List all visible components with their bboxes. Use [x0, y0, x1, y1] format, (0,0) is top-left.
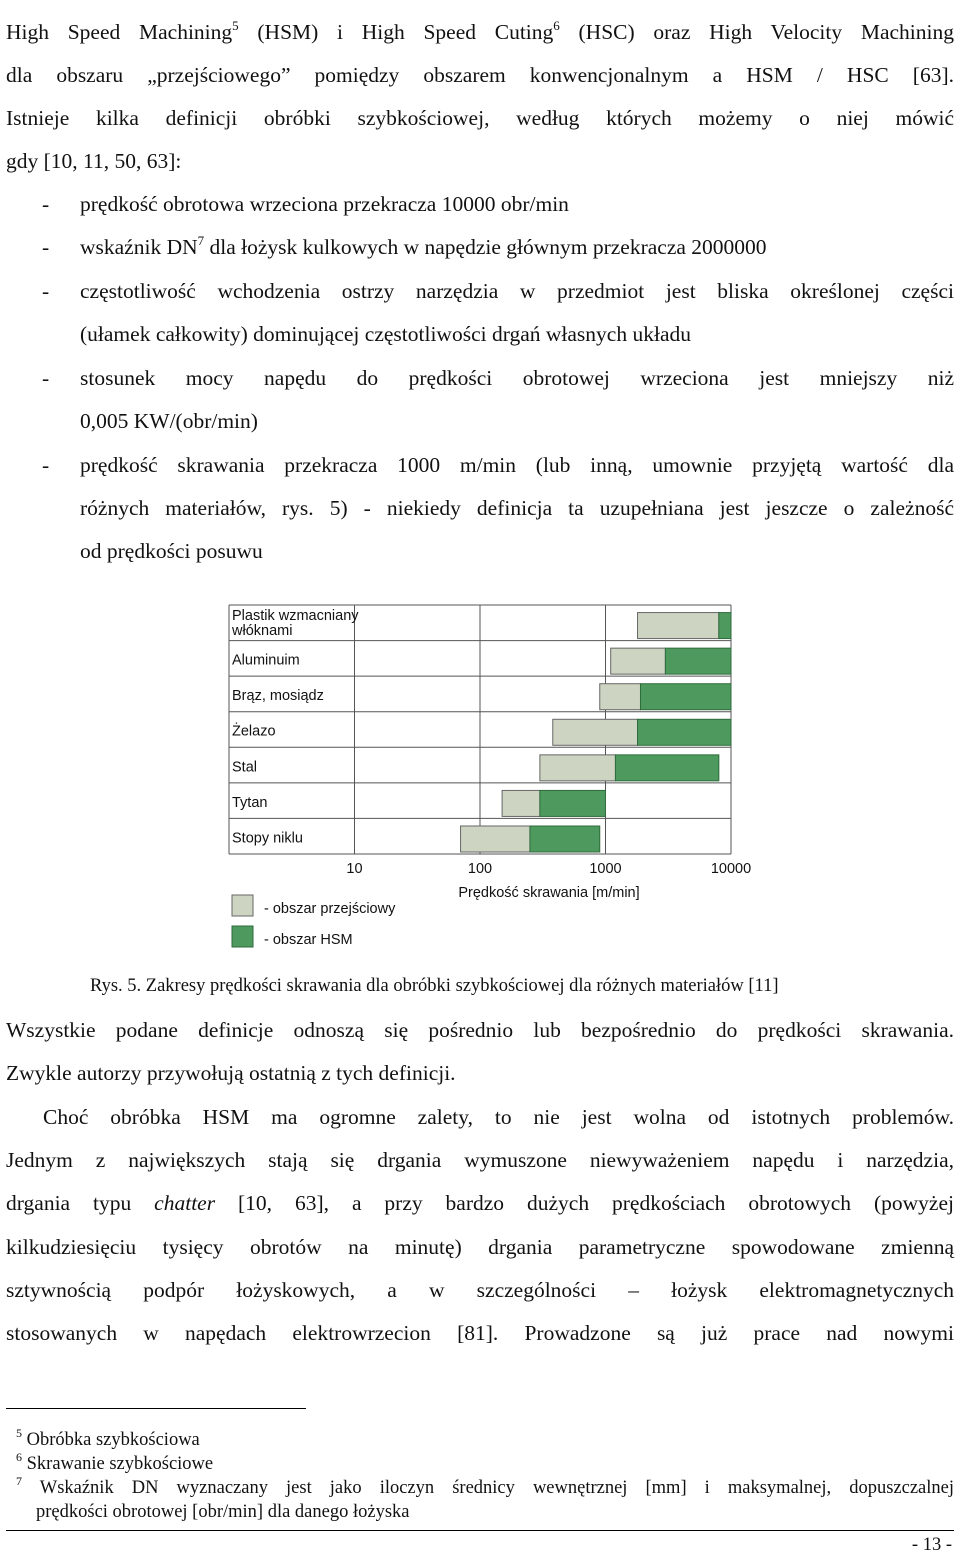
paragraph-line: Istnieje kilka definicji obróbki szybkościowej, według których możemy o niej mówić [6, 106, 954, 130]
paragraph-line: dla obszaru „przejściowego” pomiędzy obszarem konwencjonalnym a HSM / HSC [63]. [6, 63, 954, 87]
x-axis-label: Prędkość skrawania [m/min] [458, 885, 640, 901]
legend-swatch-hsm [232, 926, 253, 947]
list-dash: - [42, 279, 50, 303]
paragraph-line [6, 18, 954, 46]
bar-transition [553, 719, 638, 745]
list-dash: - [42, 366, 50, 390]
text-span: wskaźnik DN [80, 235, 198, 259]
list-item: prędkość skrawania przekracza 1000 m/min (lub inną, umownie przyjętą wartość dla [80, 453, 954, 477]
bar-hsm [665, 648, 731, 674]
category-label: Stopy niklu [232, 830, 303, 847]
list-item-cont: różnych materiałów, rys. 5) - niekiedy definicja ta uzupełniana jest jeszcze o zależność [80, 496, 954, 520]
footnote-ref: 7 [197, 233, 205, 248]
bar-hsm [615, 755, 718, 781]
bar-transition [600, 684, 641, 710]
footnote [16, 1476, 954, 1500]
paragraph-line: gdy [10, 11, 50, 63]: [6, 149, 182, 173]
category-label: Tytan [232, 794, 268, 811]
paragraph-line: Wszystkie podane definicje odnoszą się pośrednio lub bezpośrednio do prędkości skrawania. [6, 1018, 954, 1042]
footnote-text: Skrawanie szybkościowe [22, 1454, 214, 1474]
paragraph-line [6, 1189, 954, 1217]
cutting-speed-chart [0, 590, 960, 960]
page-bottom-rule [6, 1530, 954, 1531]
list-item: prędkość obrotowa wrzeciona przekracza 10000 obr/min [80, 192, 569, 216]
list-dash: - [42, 192, 50, 216]
paragraph-line: Choć obróbka HSM ma ogromne zalety, to nie jest wolna od istotnych problemów. [43, 1105, 954, 1129]
x-tick-label: 100 [467, 861, 493, 877]
footnote-cont: prędkości obrotowej [obr/min] dla danego łożyska [36, 1502, 410, 1522]
footnote-number: 5 [16, 1426, 22, 1440]
bar-hsm [719, 613, 731, 639]
category-label: Żelazo [232, 723, 276, 740]
footnote-separator [6, 1408, 306, 1409]
list-item-cont: od prędkości posuwu [80, 539, 263, 563]
bar-transition [502, 790, 540, 816]
footnote [16, 1428, 954, 1452]
bar-hsm [540, 790, 606, 816]
list-item-cont: (ułamek całkowity) dominującej częstotliwości drgań własnych układu [80, 322, 691, 346]
paragraph-line: Jednym z największych stają się drgania wymuszone niewyważeniem napędu i narzędzia, [6, 1148, 954, 1172]
list-item-cont: 0,005 KW/(obr/min) [80, 409, 258, 433]
text-span: High Speed Machining [6, 20, 233, 44]
footnote-ref: 6 [553, 18, 560, 33]
text-span: [10, 63], a przy bardzo dużych prędkościach obrotowych (powyżej [215, 1191, 954, 1215]
category-label: Aluminuim [232, 652, 300, 669]
paragraph-line: kilkudziesięciu tysięcy obrotów na minutę) drgania parametryczne spowodowane zmienną [6, 1235, 954, 1259]
footnote [16, 1452, 954, 1476]
footnote-number: 6 [16, 1450, 22, 1464]
paragraph-line: sztywnością podpór łożyskowych, a w szczególności – łożysk elektromagnetycznych [6, 1278, 954, 1302]
category-label: włóknami [232, 623, 293, 639]
text-span: (HSM) i High Speed Cuting [238, 20, 554, 44]
paragraph-line: Zwykle autorzy przywołują ostatnią z tych definicji. [6, 1061, 456, 1085]
bar-hsm [530, 826, 600, 852]
bar-hsm [640, 684, 731, 710]
list-dash: - [42, 453, 50, 477]
page-number: - 13 - [911, 1535, 952, 1555]
bar-transition [638, 613, 719, 639]
list-item [80, 233, 954, 261]
footnote-text: Obróbka szybkościowa [22, 1430, 200, 1450]
x-tick-label: 1000 [589, 861, 622, 877]
text-span: (HSC) oraz High Velocity Machining [559, 20, 954, 44]
footnote-ref: 5 [232, 18, 239, 33]
category-label: Plastik wzmacniany [232, 608, 359, 624]
legend-label: - obszar przejściowy [264, 901, 396, 917]
bar-transition [611, 648, 666, 674]
text-span: dla łożysk kulkowych w napędzie głównym przekracza 2000000 [204, 235, 767, 259]
paragraph-line: stosowanych w napędach elektrowrzecion [81]. Prowadzone są już prace nad nowymi [6, 1321, 954, 1345]
list-item: częstotliwość wchodzenia ostrzy narzędzia w przedmiot jest bliska określonej części [80, 279, 954, 303]
italic-term: chatter [154, 1191, 216, 1215]
footnote-text: Wskaźnik DN wyznaczany jest jako iloczyn średnicy wewnętrznej [mm] i maksymalnej, dopuszczalnej [22, 1478, 954, 1498]
list-item: stosunek mocy napędu do prędkości obrotowej wrzeciona jest mniejszy niż [80, 366, 954, 390]
bar-transition [540, 755, 616, 781]
list-dash: - [42, 235, 50, 259]
legend-swatch-transition [232, 895, 253, 916]
footnote-number: 7 [16, 1474, 22, 1488]
text-span: drgania typu [6, 1191, 155, 1215]
category-label: Stal [232, 759, 257, 776]
legend-label: - obszar HSM [264, 932, 353, 948]
category-label: Brąz, mosiądz [232, 688, 324, 705]
bar-hsm [638, 719, 731, 745]
figure-caption: Rys. 5. Zakresy prędkości skrawania dla obróbki szybkościowej dla różnych materiałów [11] [90, 976, 779, 996]
x-tick-label: 10 [346, 861, 363, 877]
bar-transition [461, 826, 530, 852]
x-tick-label: 10000 [710, 861, 752, 877]
